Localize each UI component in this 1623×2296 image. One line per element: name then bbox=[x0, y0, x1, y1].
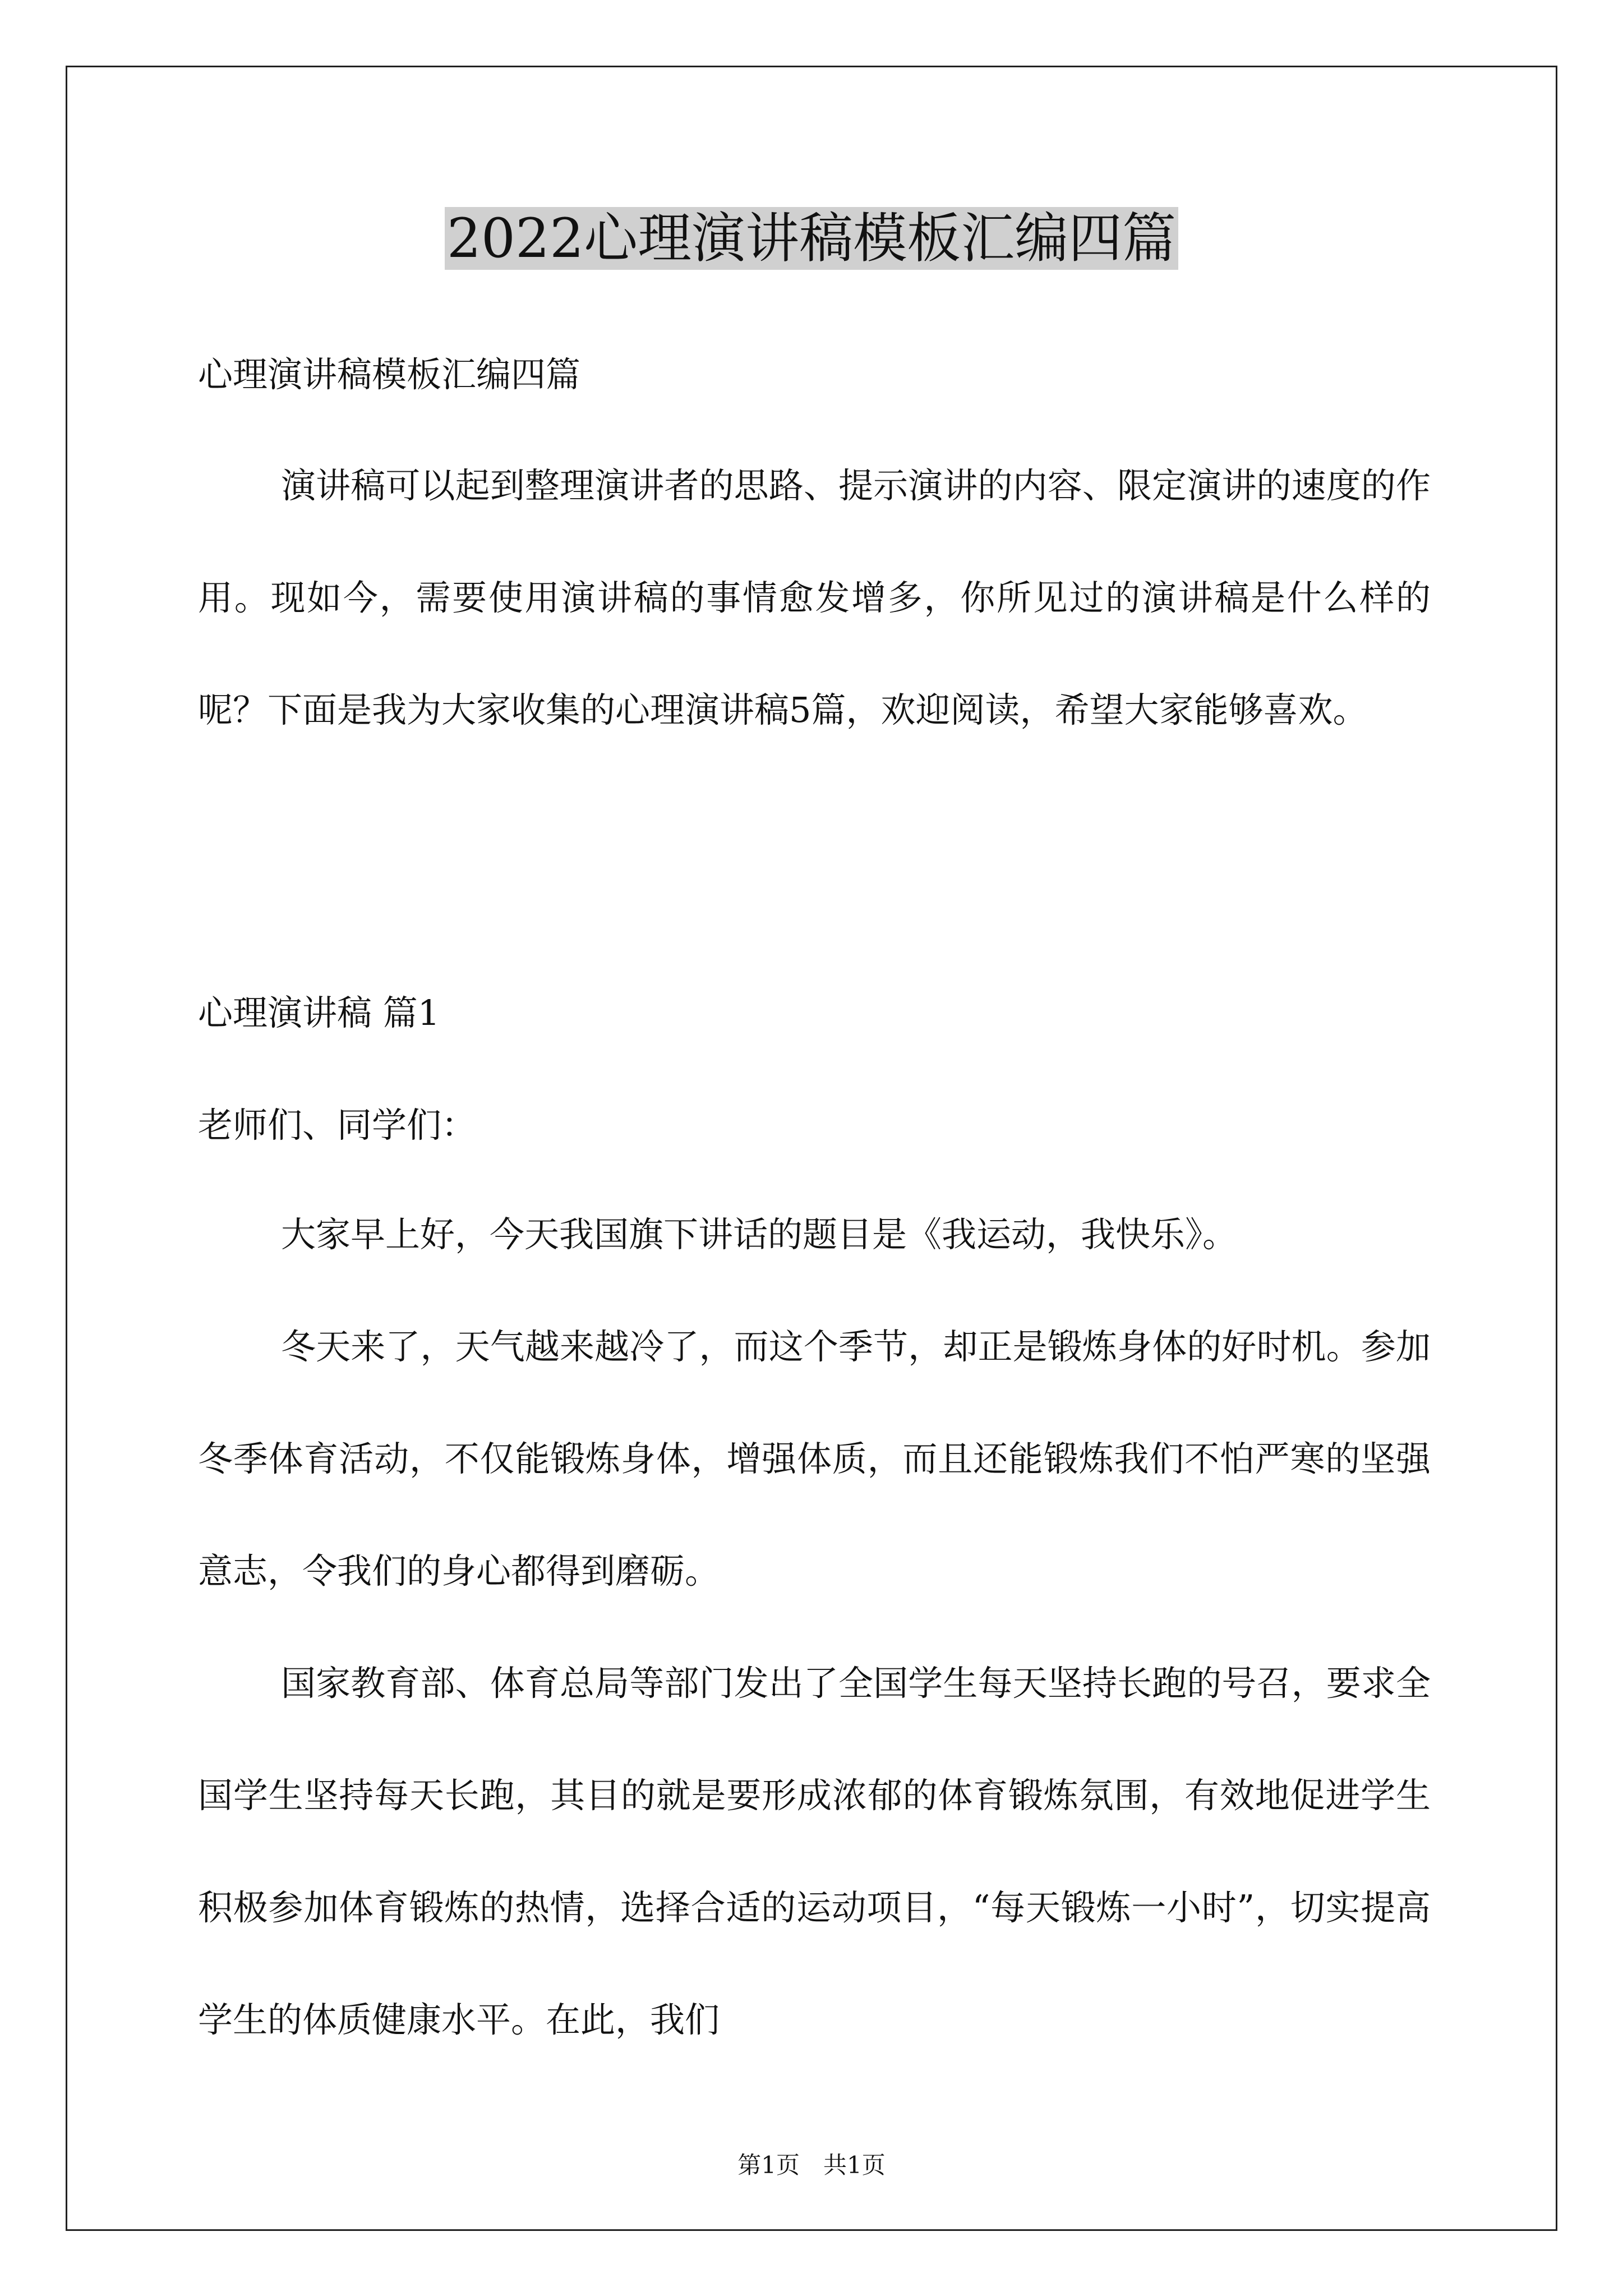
document-subtitle: 心理演讲稿模板汇编四篇 bbox=[198, 354, 581, 395]
body-paragraph-2: 冬天来了，天气越来越冷了，而这个季节，却正是锻炼身体的好时机。参加冬季体育活动，不仅能锻炼身体，增强体质，而且还能锻炼我们不怕严寒的坚强意志，令我们的身心都得到磨砺。 bbox=[198, 1326, 1431, 1591]
document-title-text: 2022心理演讲稿模板汇编四篇 bbox=[445, 207, 1178, 270]
page-number-footer: 第1页 共1页 bbox=[737, 2151, 886, 2179]
body-paragraph-3: 国家教育部、体育总局等部门发出了全国学生每天坚持长跑的号召，要求全国学生坚持每天长跑，其目的就是要形成浓郁的体育锻炼氛围，有效地促进学生积极参加体育锻炼的热情，选择合适的运动项目，“每天锻炼一小时”，切实提高学生的体质健康水平。在此，我们 bbox=[198, 1663, 1431, 2040]
salutation: 老师们、同学们： bbox=[198, 1105, 477, 1145]
document-title bbox=[0, 199, 1623, 278]
intro-paragraph: 演讲稿可以起到整理演讲者的思路、提示演讲的内容、限定演讲的速度的作用。现如今，需要使用演讲稿的事情愈发增多，你所见过的演讲稿是什么样的呢？下面是我为大家收集的心理演讲稿5篇，欢迎阅读，希望大家能够喜欢。 bbox=[198, 465, 1431, 730]
section-heading: 心理演讲稿 篇1 bbox=[198, 992, 440, 1033]
body-paragraph-1: 大家早上好，今天我国旗下讲话的题目是《我运动，我快乐》。 bbox=[281, 1214, 1238, 1255]
